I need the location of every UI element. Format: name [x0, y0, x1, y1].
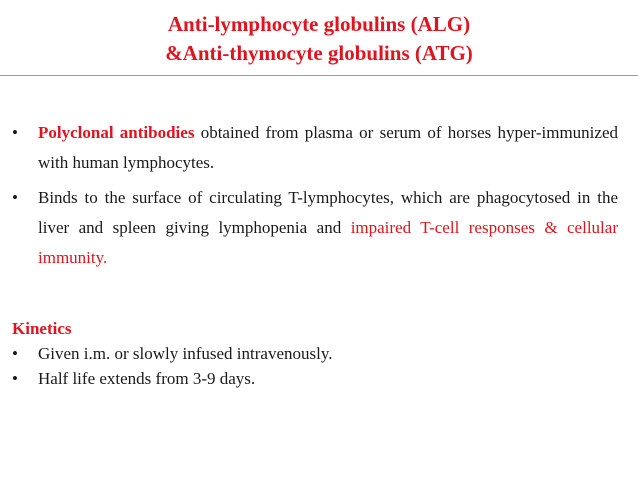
bullet-highlight-impaired: impaired T-cell responses & cellular immunity. — [38, 218, 618, 267]
kinetics-item-text: Given i.m. or slowly infused intravenously. — [38, 344, 333, 363]
kinetics-list — [12, 341, 618, 391]
bullet-highlight-polyclonal: Polyclonal antibodies — [38, 123, 195, 142]
kinetics-section — [12, 316, 618, 391]
title-line-2: &Anti-thymocyte globulins (ATG) — [165, 41, 473, 65]
title-line-1: Anti-lymphocyte globulins (ALG) — [167, 12, 471, 36]
bullet-marker: • — [12, 369, 18, 388]
bullet-marker: • — [12, 188, 18, 207]
bullet-marker: • — [12, 123, 18, 142]
bullet-item-polyclonal — [12, 118, 618, 178]
bullet-marker: • — [12, 344, 18, 363]
kinetics-item — [12, 366, 618, 391]
bullet-text-binds: Binds to the surface of circulating T-lymphocytes, which are phagocytosed in the liver and spleen giving lymphopenia and — [38, 188, 618, 237]
bullet-item-binds — [12, 183, 618, 273]
kinetics-item — [12, 341, 618, 366]
bullet-text-polyclonal: obtained from plasma or serum of horses hyper-immunized with human lymphocytes. — [38, 123, 618, 172]
bullet-list — [12, 118, 618, 278]
kinetics-item-text: Half life extends from 3-9 days. — [38, 369, 256, 388]
title-divider — [0, 75, 638, 76]
slide-title — [0, 10, 638, 68]
kinetics-heading: Kinetics — [12, 319, 72, 338]
